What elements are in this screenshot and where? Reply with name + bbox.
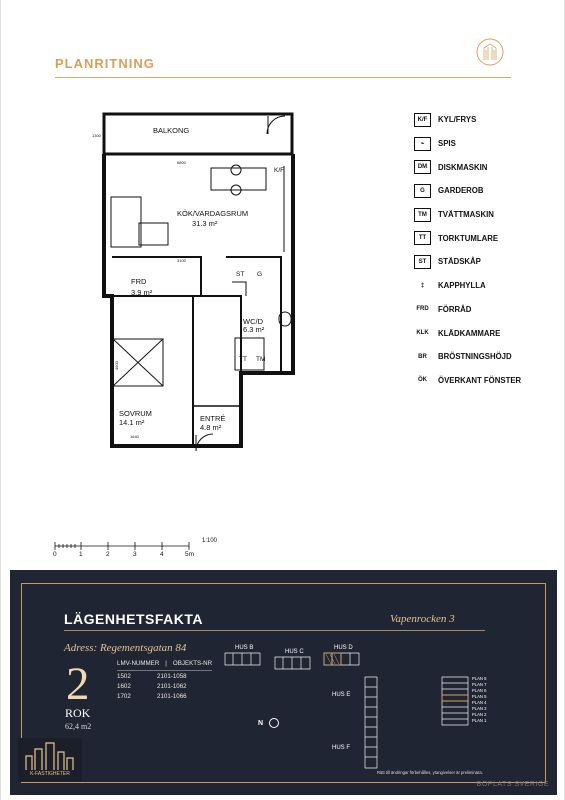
room-entre: ENTRÉ [200,414,226,423]
room-wcd: WC/D [243,317,263,326]
svg-text:PLAN 7: PLAN 7 [472,682,487,687]
legend-row: TT TORKTUMLARE [414,226,554,250]
legend-row: KLK KLÄDKAMMARE [416,328,501,338]
legend-row: K/F KYL/FRYS [414,108,554,132]
table-row: 1502 2101-1058 [117,672,187,680]
svg-text:PLAN 1: PLAN 1 [472,718,487,723]
room-kitchen-area: 31.3 m² [192,219,218,228]
disclaimer: Rätt till ändringar förbehålles, ytangivelser är preliminära. [377,770,483,775]
dimension-low: 1640 [130,434,139,439]
legend-row: ST STÄDSKÅP [414,250,554,274]
scale-ratio: 1:100 [202,538,218,544]
dimension-mid: 3100 [177,258,186,263]
legend-row: ÖK ÖVERKANT FÖNSTER [418,375,522,385]
site-map [220,639,527,775]
svg-text:HUS D: HUS D [334,645,353,651]
company-name: K-FASTIGHETER [30,771,70,777]
building-logo-icon [475,37,505,67]
company-logo [18,738,82,782]
living-area: 62,4 m2 [65,722,92,731]
legend-row: FRD FÖRRÅD [416,304,472,314]
room-sovrum-area: 14.1 m² [119,418,145,427]
table-row: 1602 2101-1062 [117,682,187,690]
svg-text:HUS E: HUS E [332,692,351,698]
city-skyline-icon [18,738,82,772]
title-divider [55,77,511,78]
dimension-top: 6740 [175,111,185,116]
legend-row: G GARDEROB [414,179,554,203]
legend-row: TM TVÄTTMASKIN [414,203,554,227]
st-symbol: ST [236,271,245,278]
room-balkong: BALKONG [153,126,190,135]
svg-text:HUS F: HUS F [332,745,350,751]
svg-text:PLAN 5: PLAN 5 [472,694,487,699]
dimension-kitchen: 6800 [177,160,186,165]
symbol-legend [414,108,554,392]
north-icon [269,718,279,728]
kf-symbol: K/F [274,167,285,174]
room-wcd-area: 6.3 m² [243,325,265,334]
legend-row: DM DISKMASKIN [414,155,554,179]
svg-text:1: 1 [79,551,83,558]
room-count: 2 [66,658,90,710]
svg-text:HUS B: HUS B [235,645,254,651]
facts-divider [64,630,485,631]
floor-plan-drawing [71,106,311,476]
dimension-left: 1300 [92,133,101,138]
room-sovrum: SOVRUM [119,409,152,418]
svg-text:HUS C: HUS C [285,649,304,655]
dimension-side: 4900 [114,361,119,370]
room-frd: FRD [131,277,147,286]
svg-text:PLAN 4: PLAN 4 [472,700,487,705]
object-number-table [117,660,212,701]
svg-text:3: 3 [133,551,137,558]
room-frd-area: 3.9 m² [131,288,153,297]
legend-row: BR BRÖSTNINGSHÖJD [418,352,512,362]
room-count-label: ROK [65,706,91,720]
facts-title: LÄGENHETSFAKTA [64,611,203,627]
address: Adress: Regementsgatan 84 [64,642,187,654]
room-kitchen: KÖK/VARDAGSRUM [177,209,249,218]
svg-text:2: 2 [106,551,110,558]
room-entre-area: 4.8 m² [200,423,222,432]
watermark: BOPLATS SVERIGE [476,781,549,788]
legend-row: ⌁ SPIS [414,132,554,156]
tm-symbol: TM [256,356,266,363]
g-symbol: G [257,271,263,278]
table-header: LMV-NUMMER | OBJEKTS-NR [117,660,212,671]
legend-row: ‡ KAPPHYLLA [420,281,486,291]
apartment-facts-panel [10,570,557,795]
project-name: Vapenrocken 3 [390,613,455,625]
svg-text:PLAN 8: PLAN 8 [472,676,487,681]
svg-text:PLAN 6: PLAN 6 [472,688,487,693]
svg-text:PLAN 2: PLAN 2 [472,712,487,717]
tt-symbol: TT [239,356,247,363]
svg-text:5m: 5m [185,551,195,558]
svg-text:PLAN 3: PLAN 3 [472,706,487,711]
page-title: PLANRITNING [55,56,155,71]
north-label: N [258,720,264,727]
table-row: 1702 2101-1066 [117,692,187,700]
svg-text:0: 0 [53,551,57,558]
svg-text:4: 4 [160,551,164,558]
